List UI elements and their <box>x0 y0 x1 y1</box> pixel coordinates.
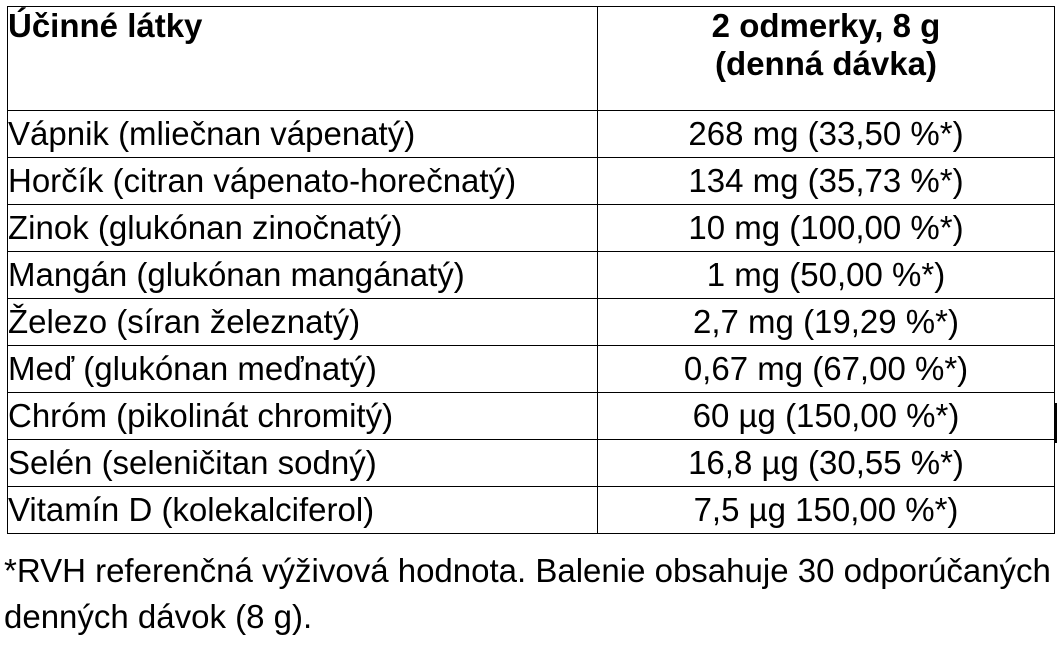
table-row <box>8 252 1055 299</box>
header-dose <box>598 7 1055 111</box>
amount-cell: 134 mg (35,73 %*) <box>598 158 1055 205</box>
amount-cell: 2,7 mg (19,29 %*) <box>598 299 1055 346</box>
table-row <box>8 487 1055 534</box>
header-dose-line2: (denná dávka) <box>715 45 937 82</box>
substance-cell: Zinok (glukónan zinočnatý) <box>8 205 598 252</box>
edge-mark <box>1055 403 1057 443</box>
amount-cell: 7,5 µg 150,00 %*) <box>598 487 1055 534</box>
table-row <box>8 205 1055 252</box>
substance-cell: Meď (glukónan meďnatý) <box>8 346 598 393</box>
table-row <box>8 393 1055 440</box>
table-row <box>8 440 1055 487</box>
amount-cell: 10 mg (100,00 %*) <box>598 205 1055 252</box>
nutrition-table <box>7 6 1055 534</box>
table-row <box>8 299 1055 346</box>
amount-cell: 1 mg (50,00 %*) <box>598 252 1055 299</box>
substance-cell: Vitamín D (kolekalciferol) <box>8 487 598 534</box>
substance-cell: Vápnik (mliečnan vápenatý) <box>8 111 598 158</box>
table-row <box>8 158 1055 205</box>
substance-cell: Chróm (pikolinát chromitý) <box>8 393 598 440</box>
amount-cell: 0,67 mg (67,00 %*) <box>598 346 1055 393</box>
table-row <box>8 111 1055 158</box>
substance-cell: Horčík (citran vápenato-horečnatý) <box>8 158 598 205</box>
substance-cell: Mangán (glukónan mangánatý) <box>8 252 598 299</box>
substance-cell: Selén (seleničitan sodný) <box>8 440 598 487</box>
substance-cell: Železo (síran železnatý) <box>8 299 598 346</box>
table-row <box>8 346 1055 393</box>
header-substance: Účinné látky <box>8 7 598 111</box>
header-dose-line1: 2 odmerky, 8 g <box>711 7 941 44</box>
amount-cell: 16,8 µg (30,55 %*) <box>598 440 1055 487</box>
amount-cell: 268 mg (33,50 %*) <box>598 111 1055 158</box>
footnote: *RVH referenčná výživová hodnota. Balenie obsahuje 30 odporúčaných denných dávok (8 g). <box>4 552 1051 635</box>
table-header-row <box>8 7 1055 111</box>
amount-cell: 60 µg (150,00 %*) <box>598 393 1055 440</box>
